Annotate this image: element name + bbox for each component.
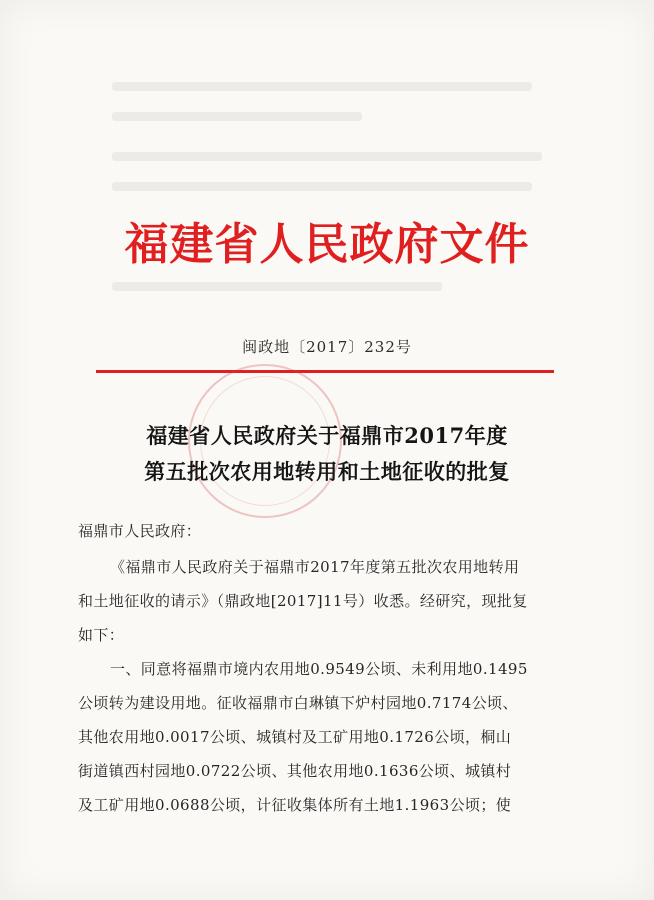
- addressee: 福鼎市人民政府：: [78, 522, 202, 540]
- bleed-through-mark: [112, 182, 532, 191]
- issuer-title: 福建省人民政府文件: [124, 219, 530, 270]
- body-line: 公顷转为建设用地。征收福鼎市白琳镇下炉村园地0.7174公顷、: [78, 694, 518, 712]
- document-number: 闽政地〔2017〕232号: [242, 338, 412, 356]
- bleed-through-mark: [112, 152, 542, 161]
- document-title-line-2: 第五批次农用地转用和土地征收的批复: [144, 459, 510, 484]
- document-title-line-1: 福建省人民政府关于福鼎市2017年度: [146, 423, 508, 448]
- bleed-through-mark: [112, 282, 442, 291]
- red-divider-line: [96, 370, 554, 373]
- bleed-through-mark: [112, 112, 362, 121]
- body-line: 和土地征收的请示》（鼎政地[2017]11号）收悉。经研究，现批复: [78, 592, 528, 610]
- body-line: 及工矿用地0.0688公顷，计征收集体所有土地1.1963公顷；使: [78, 796, 512, 814]
- body-line: 街道镇西村园地0.0722公顷、其他农用地0.1636公顷、城镇村: [78, 762, 512, 780]
- body-line: 如下：: [78, 626, 125, 644]
- bleed-through-mark: [112, 82, 532, 91]
- body-line: 《福鼎市人民政府关于福鼎市2017年度第五批次农用地转用: [110, 558, 520, 576]
- body-line: 其他农用地0.0017公顷、城镇村及工矿用地0.1726公顷，桐山: [78, 728, 512, 746]
- body-line: 一、同意将福鼎市境内农用地0.9549公顷、未利用地0.1495: [110, 660, 528, 678]
